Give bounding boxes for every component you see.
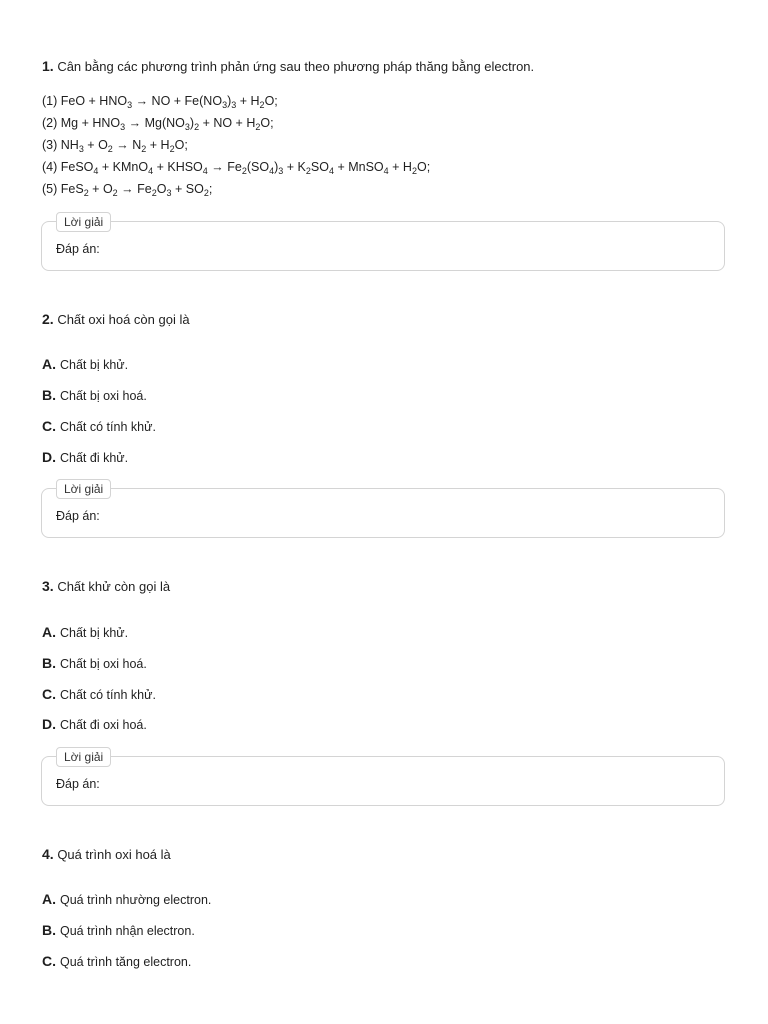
option-letter: A. (42, 356, 56, 372)
option-letter: D. (42, 716, 56, 732)
question-number: 4. (42, 846, 54, 862)
equation-2: (2) $Mg + HNO_3 \to Mg(NO_3)_2$ + NO + $H_2O$; (42, 116, 274, 132)
option-text: Chất bị oxi hoá. (60, 657, 147, 671)
option-c[interactable] (42, 418, 156, 434)
option-letter: C. (42, 953, 56, 969)
solution-box[interactable] (41, 756, 725, 806)
option-letter: C. (42, 686, 56, 702)
option-b[interactable] (42, 387, 147, 403)
solution-tag[interactable]: Lời giải (56, 747, 111, 767)
option-letter: B. (42, 387, 56, 403)
equation-1: (1) FeO + $HNO_3$ → NO + $Fe(NO_3)_3 + H_2O$; (42, 94, 278, 110)
option-b[interactable] (42, 655, 147, 671)
answer-label: Đáp án: (56, 242, 100, 256)
question-2 (42, 311, 190, 327)
question-text: Quá trình oxi hoá là (57, 847, 171, 862)
option-text: Quá trình nhường electron. (60, 893, 212, 907)
option-letter: C. (42, 418, 56, 434)
question-1 (42, 58, 534, 74)
option-letter: A. (42, 624, 56, 640)
option-letter: B. (42, 655, 56, 671)
solution-box[interactable] (41, 488, 725, 538)
option-text: Chất đi oxi hoá. (60, 718, 147, 732)
question-4 (42, 846, 171, 862)
answer-label: Đáp án: (56, 509, 100, 523)
equation-4: (4) FeSO$_4$ + KMnO$_4$ + $KHSO_4 \to Fe_2(SO_4)_3 + K_2SO_4$ + MnSO$_4$ + $H_2O$; (42, 160, 431, 176)
option-d[interactable] (42, 449, 128, 465)
option-text: Chất bị khử. (60, 358, 129, 372)
option-text: Quá trình nhận electron. (60, 924, 195, 938)
option-text: Chất có tính khử. (60, 688, 156, 702)
option-letter: D. (42, 449, 56, 465)
solution-tag[interactable]: Lời giải (56, 479, 111, 499)
question-number: 1. (42, 58, 54, 74)
answer-label: Đáp án: (56, 777, 100, 791)
option-a[interactable] (42, 891, 211, 907)
question-3 (42, 578, 170, 594)
option-c[interactable] (42, 686, 156, 702)
option-b[interactable] (42, 922, 195, 938)
question-text: Chất oxi hoá còn gọi là (57, 312, 190, 327)
solution-box[interactable] (41, 221, 725, 271)
question-text: Chất khử còn gọi là (57, 579, 171, 594)
option-text: Quá trình tăng electron. (60, 955, 192, 969)
question-text: Cân bằng các phương trình phản ứng sau theo phương pháp thăng bằng electron. (57, 59, 535, 74)
equation-5: (5) $FeS_2 + O_2 \to Fe_2O_3 + SO_2$; (42, 182, 213, 198)
option-text: Chất có tính khử. (60, 420, 156, 434)
option-a[interactable] (42, 624, 128, 640)
option-letter: A. (42, 891, 56, 907)
option-text: Chất bị khử. (60, 626, 129, 640)
option-a[interactable] (42, 356, 128, 372)
question-number: 3. (42, 578, 54, 594)
option-letter: B. (42, 922, 56, 938)
equation-3: (3) $NH_3 + O_2 \to N_2 + H_2O$; (42, 138, 188, 154)
option-c[interactable] (42, 953, 191, 969)
solution-tag[interactable]: Lời giải (56, 212, 111, 232)
option-text: Chất đi khử. (60, 451, 129, 465)
option-text: Chất bị oxi hoá. (60, 389, 147, 403)
question-number: 2. (42, 311, 54, 327)
option-d[interactable] (42, 716, 147, 732)
